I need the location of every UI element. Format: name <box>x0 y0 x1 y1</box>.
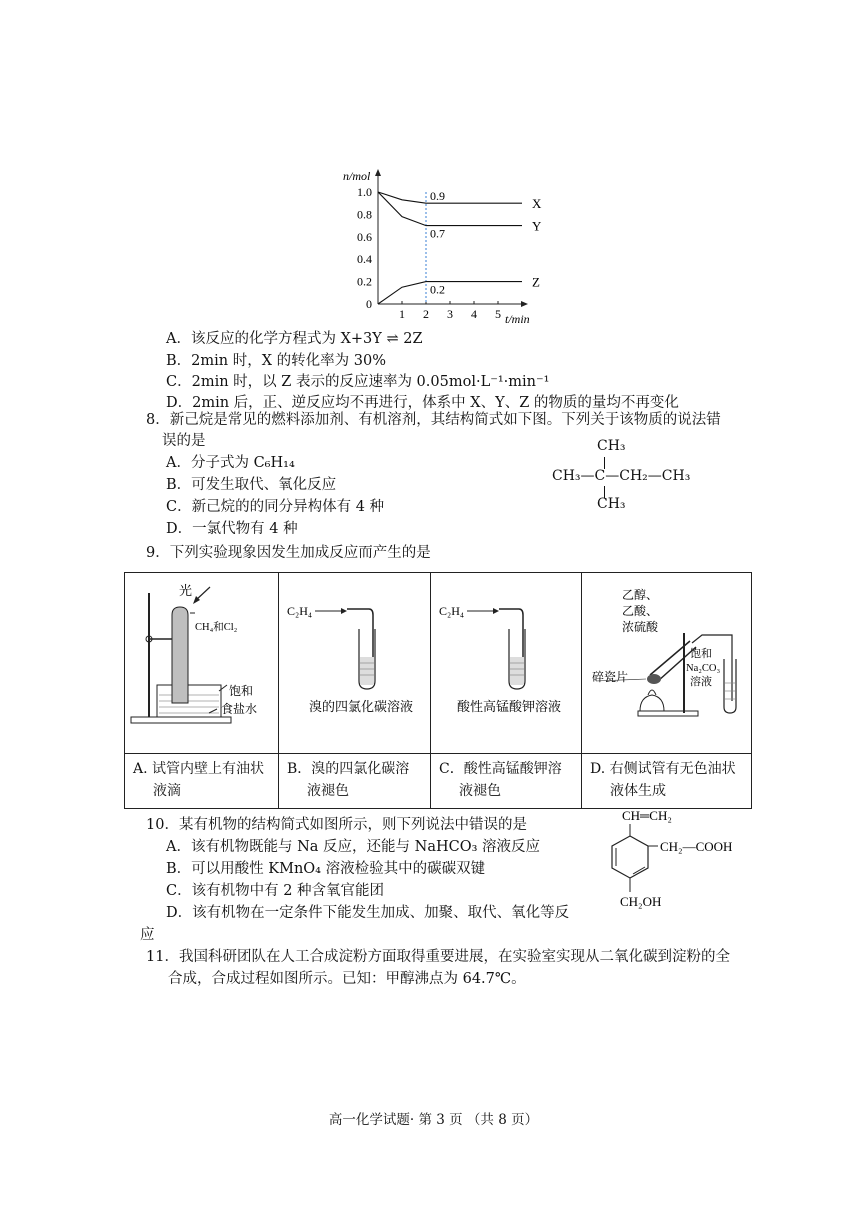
q10-structure <box>600 804 740 916</box>
series-line-x <box>378 192 522 203</box>
q8-stem-line1: 8．新己烷是常见的燃料添加剂、有机溶剂，其结构简式如下图。下列关于该物质的说法错 <box>146 412 721 428</box>
q8-option-c[interactable]: C．新己烷的的同分异构体有 4 种 <box>166 499 385 515</box>
q9-experiment-table <box>124 572 752 809</box>
page-footer: 高一化学试题· 第 3 页 （共 8 页） <box>328 1112 539 1128</box>
x-axis-label: t/min <box>505 312 530 326</box>
chips-label: 碎瓷片 <box>592 670 629 684</box>
panel-d-apparatus <box>582 573 751 749</box>
caption-d-line1: D. 右侧试管有无色油状 <box>590 761 736 777</box>
y-axis-label: n/mol <box>343 169 371 183</box>
y-tick-label: 0 <box>366 297 372 311</box>
formula-main-chain: CH₃—C—CH₂—CH₃ <box>552 468 691 484</box>
q7-option-d[interactable]: D．2min 后，正、逆反应均不再进行，体系中 X、Y、Z 的物质的量均不再变化 <box>166 395 679 411</box>
formula-top-methyl: CH₃ <box>597 438 626 454</box>
series-label-x: X <box>532 196 542 212</box>
caption-d[interactable] <box>582 754 752 809</box>
gas-label-a: CH₄和Cl₂ <box>195 622 238 633</box>
q7-option-a[interactable]: A．该反应的化学方程式为 X+3Y ⇌ 2Z <box>166 331 423 347</box>
y-tick-label: 0.4 <box>357 252 372 267</box>
water-label-2: 食盐水 <box>221 702 258 716</box>
formula-bottom-methyl: CH₃ <box>597 496 626 512</box>
caption-c-line2: 液褪色 <box>459 783 501 799</box>
trap-label-3: 溶液 <box>690 676 712 688</box>
q9-stem: 9．下列实验现象因发生加成反应而产生的是 <box>146 545 431 561</box>
q7-option-b[interactable]: B．2min 时，X 的转化率为 30% <box>166 353 386 369</box>
q8-structural-formula <box>552 438 712 518</box>
x-tick-label: 4 <box>471 307 477 321</box>
q7-option-c[interactable]: C．2min 时，以 Z 表示的反应速率为 0.05mol·L⁻¹·min⁻¹ <box>166 374 550 390</box>
q10-option-c[interactable]: C．该有机物中有 2 种含氧官能团 <box>166 883 385 899</box>
annotation-value: 0.7 <box>430 226 445 241</box>
x-tick-label: 5 <box>495 307 501 321</box>
panel-d[interactable] <box>582 573 752 754</box>
vinyl-group: CH═CH₂ <box>622 808 672 823</box>
value-annotations <box>430 189 445 296</box>
caption-c-line1: C．酸性高锰酸钾溶 <box>439 761 562 777</box>
acetic-group: CH₂—COOH <box>660 839 733 854</box>
caption-b[interactable] <box>279 754 431 809</box>
y-axis <box>375 169 381 304</box>
series-label-y: Y <box>532 218 542 234</box>
x-tick-label: 3 <box>447 307 453 321</box>
caption-a-line1: A. 试管内壁上有油状 <box>133 761 265 777</box>
series-lines <box>378 192 542 304</box>
q8-option-a[interactable]: A．分子式为 C₆H₁₄ <box>166 455 295 471</box>
caption-b-line2: 液褪色 <box>307 783 349 799</box>
reagent-label-3: 浓硫酸 <box>622 620 659 634</box>
x-tick-label: 2 <box>423 307 429 321</box>
y-tick-label: 0.8 <box>357 207 372 222</box>
caption-a-line2: 液滴 <box>153 783 181 799</box>
trap-label-2: Na₂CO₃ <box>686 663 721 674</box>
series-line-z <box>378 282 522 304</box>
caption-c[interactable] <box>431 754 582 809</box>
reagent-label-2: 乙酸、 <box>622 604 659 618</box>
panel-c-apparatus <box>431 573 581 749</box>
y-tick-label: 1.0 <box>357 185 372 199</box>
caption-d-line2: 液体生成 <box>610 783 666 799</box>
series-label-z: Z <box>532 274 540 290</box>
x-tick-label: 1 <box>399 307 405 321</box>
solution-label-b: 溴的四氯化碳溶液 <box>309 699 414 714</box>
panel-a-apparatus <box>125 573 278 749</box>
series-line-y <box>378 192 522 226</box>
panel-b[interactable] <box>279 573 431 754</box>
q10-option-d[interactable]: D．该有机物在一定条件下能发生加成、加聚、取代、氧化等反 <box>166 905 570 921</box>
q8-option-b[interactable]: B．可发生取代、氧化反应 <box>166 477 337 493</box>
panel-b-apparatus <box>279 573 430 749</box>
q11-stem-line2: 合成，合成过程如图所示。已知：甲醇沸点为 64.7℃。 <box>168 971 526 987</box>
panel-c[interactable] <box>431 573 582 754</box>
water-label-1: 饱和 <box>229 684 254 698</box>
y-tick-label: 0.2 <box>357 274 372 289</box>
panel-a[interactable] <box>125 573 279 754</box>
y-tick-label: 0.6 <box>357 229 372 244</box>
gas-label-c: C₂H₄ <box>439 604 465 618</box>
reagent-label-1: 乙醇、 <box>622 588 659 602</box>
q7-chart <box>335 166 545 331</box>
gas-label-b: C₂H₄ <box>287 604 313 618</box>
y-tick-labels <box>357 185 372 311</box>
q8-stem-line2: 误的是 <box>162 433 206 449</box>
q8-option-d[interactable]: D．一氯代物有 4 种 <box>166 521 298 537</box>
trap-label-1: 饱和 <box>690 648 712 660</box>
solution-label-c: 酸性高锰酸钾溶液 <box>457 699 562 714</box>
q10-option-b[interactable]: B．可以用酸性 KMnO₄ 溶液检验其中的碳碳双键 <box>166 861 486 877</box>
light-label: 光 <box>179 583 193 598</box>
annotation-value: 0.2 <box>430 282 445 297</box>
q10-stem: 10．某有机物的结构简式如图所示，则下列说法中错误的是 <box>146 817 527 833</box>
q11-stem-line1: 11．我国科研团队在人工合成淀粉方面取得重要进展，在实验室实现从二氧化碳到淀粉的全 <box>146 949 730 965</box>
q10-option-d-wrap: 应 <box>140 927 155 943</box>
caption-b-line1: B．溴的四氯化碳溶 <box>287 761 410 777</box>
hydroxymethyl-group: CH₂OH <box>620 894 662 909</box>
annotation-value: 0.9 <box>430 189 445 204</box>
caption-a[interactable] <box>125 754 279 809</box>
q10-option-a[interactable]: A．该有机物既能与 Na 反应，还能与 NaHCO₃ 溶液反应 <box>166 839 541 855</box>
